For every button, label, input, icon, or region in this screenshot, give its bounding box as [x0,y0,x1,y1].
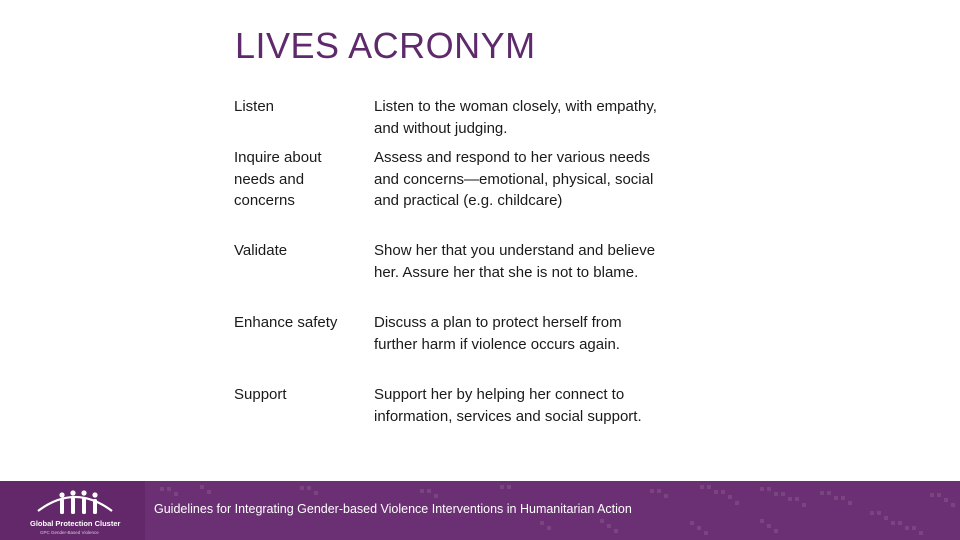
row-term: Support [234,386,287,403]
slide-title: LIVES ACRONYM [235,25,536,66]
row-description: Discuss a plan to protect herself from further harm if violence occurs again. [374,314,622,353]
people-group-icon [0,481,145,521]
logo-tagline: GPC Gender-Based Violence [40,530,99,535]
row-description: Show her that you understand and believe her. Assure her that she is not to blame. [374,242,656,281]
global-protection-cluster-logo [0,481,145,540]
logo-name: Global Protection Cluster [30,519,121,528]
row-term: Enhance safety [234,314,338,331]
row-term: Validate [234,242,288,259]
row-description: Listen to the woman closely, with empathy, and without judging. [374,98,657,137]
footer-bar [0,481,960,540]
row-term: Inquire about needs and concerns [234,149,322,209]
row-term: Listen [234,98,275,115]
row-description: Support her by helping her connect to information, services and social support. [374,386,642,425]
footer-guidelines-text: Guidelines for Integrating Gender-based Violence Interventions in Humanitarian Action [154,502,632,516]
row-description: Assess and respond to her various needs and concerns—emotional, physical, social and practical (e.g. childcare) [374,149,654,209]
